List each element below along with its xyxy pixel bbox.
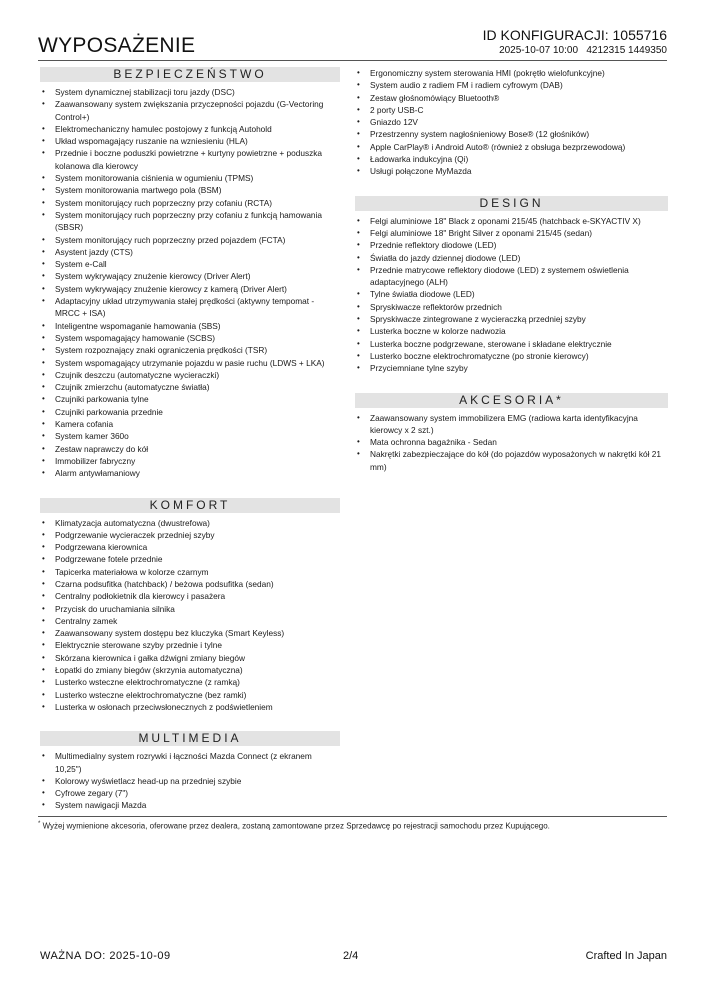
equipment-item: • Ergonomiczny system sterowania HMI (pokrętło wielofunkcyjne) — [355, 67, 668, 79]
equipment-item: • Apple CarPlay® i Android Auto® (również z obsługa bezprzewodową) — [355, 141, 668, 153]
configuration-meta: 2025-10-07 10:00 4212315 1449350 — [499, 45, 667, 56]
equipment-item: • Usługi połączone MyMazda — [355, 165, 668, 177]
equipment-item: • Spryskiwacze zintegrowane z wycieraczką przedniej szyby — [355, 313, 668, 325]
equipment-item: • Czujnik deszczu (automatyczne wycieraczki) — [40, 369, 340, 381]
section-heading: AKCESORIA* — [355, 393, 668, 408]
equipment-item: • Czujniki parkowania tylne — [40, 393, 340, 405]
equipment-item: • Centralny zamek — [40, 615, 340, 627]
equipment-list — [355, 412, 668, 473]
equipment-item: • Przestrzenny system nagłośnieniowy Bose® (12 głośników) — [355, 128, 668, 140]
equipment-item: • System e-Call — [40, 258, 340, 270]
equipment-item: • Inteligentne wspomaganie hamowania (SBS) — [40, 320, 340, 332]
brand-tagline: Crafted In Japan — [585, 950, 667, 962]
equipment-item: • Zaawansowany system immobilizera EMG (radiowa karta identyfikacyjna kierowcy x 2 szt.) — [355, 412, 668, 437]
left-column — [40, 67, 340, 830]
equipment-item: • Alarm antywłamaniowy — [40, 467, 340, 479]
configuration-id: ID KONFIGURACJI: 1055716 — [482, 27, 667, 43]
section-design — [355, 196, 668, 375]
equipment-item: • Przednie i boczne poduszki powietrzne + kurtyny powietrzne + poduszka kolanowa dla kierowcy — [40, 147, 340, 172]
section-heading: KOMFORT — [40, 498, 340, 513]
equipment-item: • Adaptacyjny układ utrzymywania stałej prędkości (aktywny tempomat - MRCC + ISA) — [40, 295, 340, 320]
equipment-item: • System wykrywający znużenie kierowcy z kamerą (Driver Alert) — [40, 283, 340, 295]
equipment-item: • Przyciemniane tylne szyby — [355, 362, 668, 374]
equipment-item: • Podgrzewanie wycieraczek przedniej szyby — [40, 529, 340, 541]
equipment-item: • Immobilizer fabryczny — [40, 455, 340, 467]
equipment-item: • System rozpoznający znaki ograniczenia prędkości (TSR) — [40, 344, 340, 356]
equipment-item: • Centralny podłokietnik dla kierowcy i pasażera — [40, 590, 340, 602]
equipment-item: • Zestaw naprawczy do kół — [40, 443, 340, 455]
equipment-list — [355, 67, 668, 178]
equipment-item: • System wspomagający hamowanie (SCBS) — [40, 332, 340, 344]
equipment-item: • Czujnik zmierzchu (automatyczne światła) — [40, 381, 340, 393]
equipment-item: • System wspomagający utrzymanie pojazdu w pasie ruchu (LDWS + LKA) — [40, 357, 340, 369]
equipment-item: • Mata ochronna bagażnika - Sedan — [355, 436, 668, 448]
equipment-item: • System wykrywający znużenie kierowcy (Driver Alert) — [40, 270, 340, 282]
equipment-item: • Gniazdo 12V — [355, 116, 668, 128]
equipment-item: • Przycisk do uruchamiania silnika — [40, 603, 340, 615]
equipment-item: • System nawigacji Mazda — [40, 799, 340, 811]
equipment-item: • Zaawansowany system dostępu bez kluczyka (Smart Keyless) — [40, 627, 340, 639]
equipment-item: • Przednie matrycowe reflektory diodowe (LED) z systemem oświetlenia adaptacyjnego (ALH) — [355, 264, 668, 289]
footnote-divider — [38, 816, 667, 817]
equipment-item: • Światła do jazdy dziennej diodowe (LED) — [355, 252, 668, 264]
page-title: WYPOSAŻENIE — [38, 34, 196, 57]
equipment-item: • System audio z radiem FM i radiem cyfrowym (DAB) — [355, 79, 668, 91]
section-komfort — [40, 498, 340, 714]
equipment-item: • Cyfrowe zegary (7") — [40, 787, 340, 799]
equipment-item: • System dynamicznej stabilizacji toru jazdy (DSC) — [40, 86, 340, 98]
equipment-item: • Tylne światła diodowe (LED) — [355, 288, 668, 300]
equipment-item: • Kamera cofania — [40, 418, 340, 430]
equipment-item: • Lusterka w osłonach przeciwsłonecznych z podświetleniem — [40, 701, 340, 713]
section-heading: BEZPIECZEŃSTWO — [40, 67, 340, 82]
equipment-item: • Lusterka boczne podgrzewane, sterowane i składane elektrycznie — [355, 338, 668, 350]
equipment-item: • System monitorujący ruch poprzeczny przed pojazdem (FCTA) — [40, 234, 340, 246]
equipment-item: • Felgi aluminiowe 18" Black z oponami 215/45 (hatchback e-SKYACTIV X) — [355, 215, 668, 227]
valid-until: WAŻNA DO: 2025-10-09 — [40, 950, 171, 962]
footnote-marker: * — [38, 821, 41, 827]
footnote-text: Wyżej wymienione akcesoria, oferowane przez dealera, zostaną zamontowane przez Sprzedawcę po rejestracji samochodu przez Kupującego. — [42, 821, 550, 831]
equipment-list — [355, 215, 668, 375]
equipment-item: • Lusterka boczne w kolorze nadwozia — [355, 325, 668, 337]
equipment-item: • Ładowarka indukcyjna (Qi) — [355, 153, 668, 165]
equipment-item: • Zaawansowany system zwiększania przyczepności pojazdu (G-Vectoring Control+) — [40, 98, 340, 123]
equipment-item: • Lusterko wsteczne elektrochromatyczne (bez ramki) — [40, 689, 340, 701]
equipment-item: • Elektromechaniczny hamulec postojowy z funkcją Autohold — [40, 123, 340, 135]
right-column — [355, 67, 668, 491]
equipment-item: • Elektrycznie sterowane szyby przednie i tylne — [40, 639, 340, 651]
section-akcesoria — [355, 393, 668, 473]
section-heading: MULTIMEDIA — [40, 731, 340, 746]
equipment-item: • Przednie reflektory diodowe (LED) — [355, 239, 668, 251]
equipment-list — [40, 517, 340, 714]
equipment-item: • Asystent jazdy (CTS) — [40, 246, 340, 258]
section-multimedia-continued — [355, 67, 668, 178]
equipment-item: • System monitorowania martwego pola (BSM) — [40, 184, 340, 196]
footnote — [38, 821, 550, 831]
section-heading: DESIGN — [355, 196, 668, 211]
equipment-item: • Nakrętki zabezpieczające do kół (do pojazdów wyposażonych w nakrętki kół 21 mm) — [355, 448, 668, 473]
equipment-list — [40, 750, 340, 811]
equipment-item: • Klimatyzacja automatyczna (dwustrefowa) — [40, 517, 340, 529]
equipment-item: • Czujniki parkowania przednie — [40, 406, 340, 418]
equipment-item: • System kamer 360o — [40, 430, 340, 442]
equipment-item: • Kolorowy wyświetlacz head-up na przedniej szybie — [40, 775, 340, 787]
page-number: 2/4 — [343, 950, 359, 962]
equipment-item: • Czarna podsufitka (hatchback) / beżowa podsufitka (sedan) — [40, 578, 340, 590]
equipment-item: • 2 porty USB-C — [355, 104, 668, 116]
equipment-item: • Lusterko wsteczne elektrochromatyczne (z ramką) — [40, 676, 340, 688]
equipment-item: • Układ wspomagający ruszanie na wzniesieniu (HLA) — [40, 135, 340, 147]
equipment-item: • Lusterko boczne elektrochromatyczne (po stronie kierowcy) — [355, 350, 668, 362]
equipment-item: • System monitorujący ruch poprzeczny przy cofaniu (RCTA) — [40, 197, 340, 209]
section-bezpieczen-stwo — [40, 67, 340, 480]
equipment-list — [40, 86, 340, 480]
equipment-item: • System monitorujący ruch poprzeczny przy cofaniu z funkcją hamowania (SBSR) — [40, 209, 340, 234]
equipment-item: • Podgrzewane fotele przednie — [40, 553, 340, 565]
equipment-item: • Podgrzewana kierownica — [40, 541, 340, 553]
header-divider — [38, 60, 667, 61]
equipment-item: • Łopatki do zmiany biegów (skrzynia automatyczna) — [40, 664, 340, 676]
equipment-item: • Felgi aluminiowe 18" Bright Silver z oponami 215/45 (sedan) — [355, 227, 668, 239]
equipment-item: • Spryskiwacze reflektorów przednich — [355, 301, 668, 313]
equipment-item: • Skórzana kierownica i gałka dźwigni zmiany biegów — [40, 652, 340, 664]
equipment-item: • Multimedialny system rozrywki i łączności Mazda Connect (z ekranem 10,25") — [40, 750, 340, 775]
equipment-item: • System monitorowania ciśnienia w ogumieniu (TPMS) — [40, 172, 340, 184]
equipment-item: • Zestaw głośnomówiący Bluetooth® — [355, 92, 668, 104]
equipment-item: • Tapicerka materiałowa w kolorze czarnym — [40, 566, 340, 578]
section-multimedia — [40, 731, 340, 811]
